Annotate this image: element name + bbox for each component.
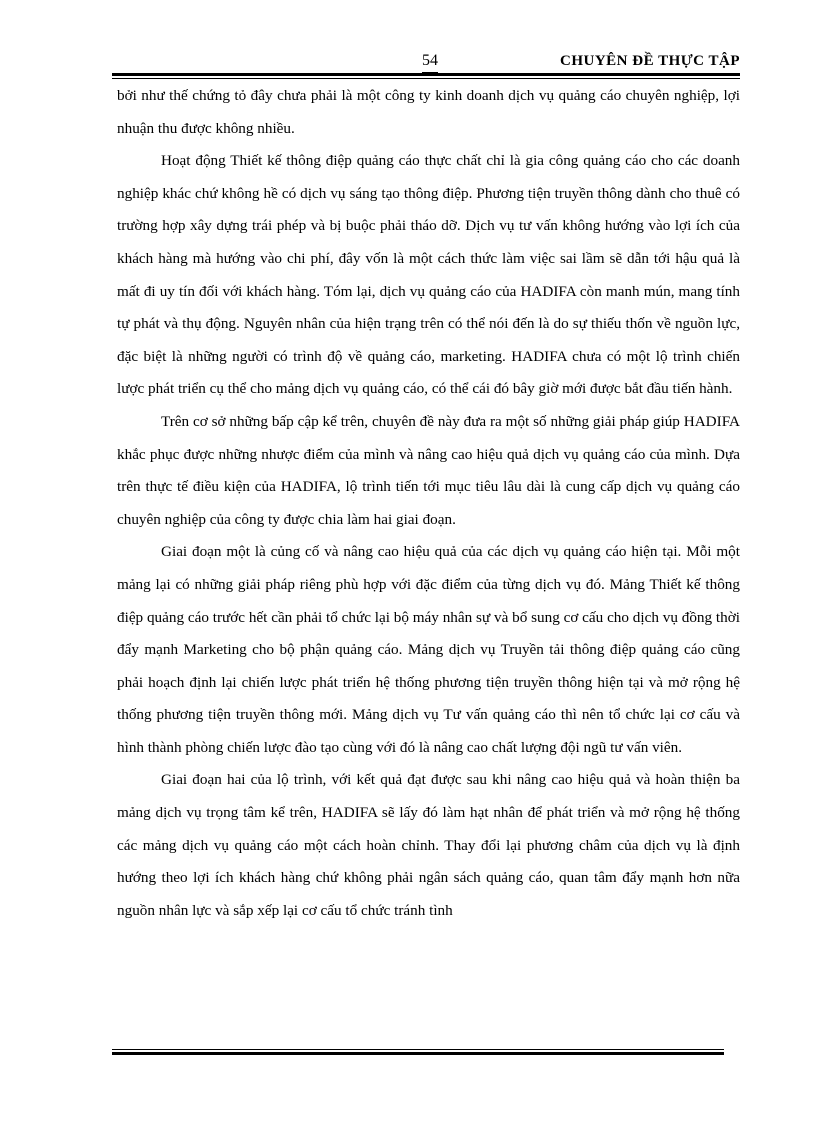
page-header [112, 50, 740, 72]
paragraph-phase-two: Giai đoạn hai của lộ trình, với kết quả đạt được sau khi nâng cao hiệu quả và hoàn thiện ba mảng dịch vụ trọng tâm kể trên, HADIFA sẽ lấy đó làm hạt nhân để phát triển và mở rộng hệ thống các mảng dịch vụ quảng cáo một cách hoàn chỉnh. Thay đổi lại phương châm của dịch vụ là định hướng theo lợi ích khách hàng chứ không phải ngân sách quảng cáo, quan tâm đẩy mạnh hơn nữa nguồn nhân lực và sắp xếp lại cơ cấu tổ chức tránh tình [117, 771, 740, 919]
paragraph-phase-one: Giai đoạn một là củng cố và nâng cao hiệu quả của các dịch vụ quảng cáo hiện tại. Mỗi một mảng lại có những giải pháp riêng phù hợp với đặc điểm của từng dịch vụ đó. Mảng Thiết kế thông điệp quảng cáo trước hết cần phải tổ chức lại bộ máy nhân sự và bổ sung cơ cấu cho dịch vụ đồng thời đẩy mạnh Marketing cho bộ phận quảng cáo. Mảng dịch vụ Truyền tải thông điệp quảng cáo cũng phải hoạch định lại chiến lược phát triển hệ thống phương tiện truyền thông hiện tại và mở rộng hệ thống phương tiện truyền thông mới. Mảng dịch vụ Tư vấn quảng cáo thì nên tổ chức lại cơ cấu và hình thành phòng chiến lược đào tạo cùng với đó là nâng cao chất lượng đội ngũ tư vấn viên. [117, 543, 740, 756]
header-title: CHUYÊN ĐỀ THỰC TẬP [560, 53, 740, 69]
footer-rule-thin [112, 1049, 724, 1050]
paragraph-design-activity: Hoạt động Thiết kế thông điệp quảng cáo thực chất chỉ là gia công quảng cáo cho các doanh nghiệp khác chứ không hề có dịch vụ sáng tạo thông điệp. Phương tiện truyền thông dành cho thuê có trường hợp xây dựng trái phép và bị buộc phải tháo dỡ. Dịch vụ tư vấn không hướng vào lợi ích của khách hàng mà hướng vào chi phí, đây vốn là một cách thức làm việc sai lầm sẽ dẫn tới hậu quả là mất đi uy tín đối với khách hàng. Tóm lại, dịch vụ quảng cáo của HADIFA còn manh mún, mang tính tự phát và thụ động. Nguyên nhân của hiện trạng trên có thể nói đến là do sự thiếu thốn về nguồn lực, đặc biệt là những người có trình độ về quảng cáo, marketing. HADIFA chưa có một lộ trình chiến lược phát triển cụ thể cho mảng dịch vụ quảng cáo, có thể cái đó bây giờ mới được bắt đầu tiến hành. [117, 152, 740, 398]
paragraph-solutions-intro: Trên cơ sở những bấp cập kể trên, chuyên đề này đưa ra một số những giải pháp giúp HADIFA khắc phục được những nhược điểm của mình và nâng cao hiệu quả dịch vụ quảng cáo của mình. Dựa trên thực tế điều kiện của HADIFA, lộ trình tiến tới mục tiêu lâu dài là cung cấp dịch vụ quảng cáo chuyên nghiệp của công ty được chia làm hai giai đoạn. [117, 412, 740, 528]
footer-rule-thick [112, 1052, 724, 1055]
header-rule-thick [112, 73, 740, 76]
paragraph-continuation: bởi như thế chứng tỏ đây chưa phải là một công ty kinh doanh dịch vụ quảng cáo chuyên nghiệp, lợi nhuận thu được không nhiều. [117, 87, 740, 137]
header-rule-thin [112, 78, 740, 79]
page-number: 54 [422, 50, 438, 73]
body-text [117, 80, 740, 927]
